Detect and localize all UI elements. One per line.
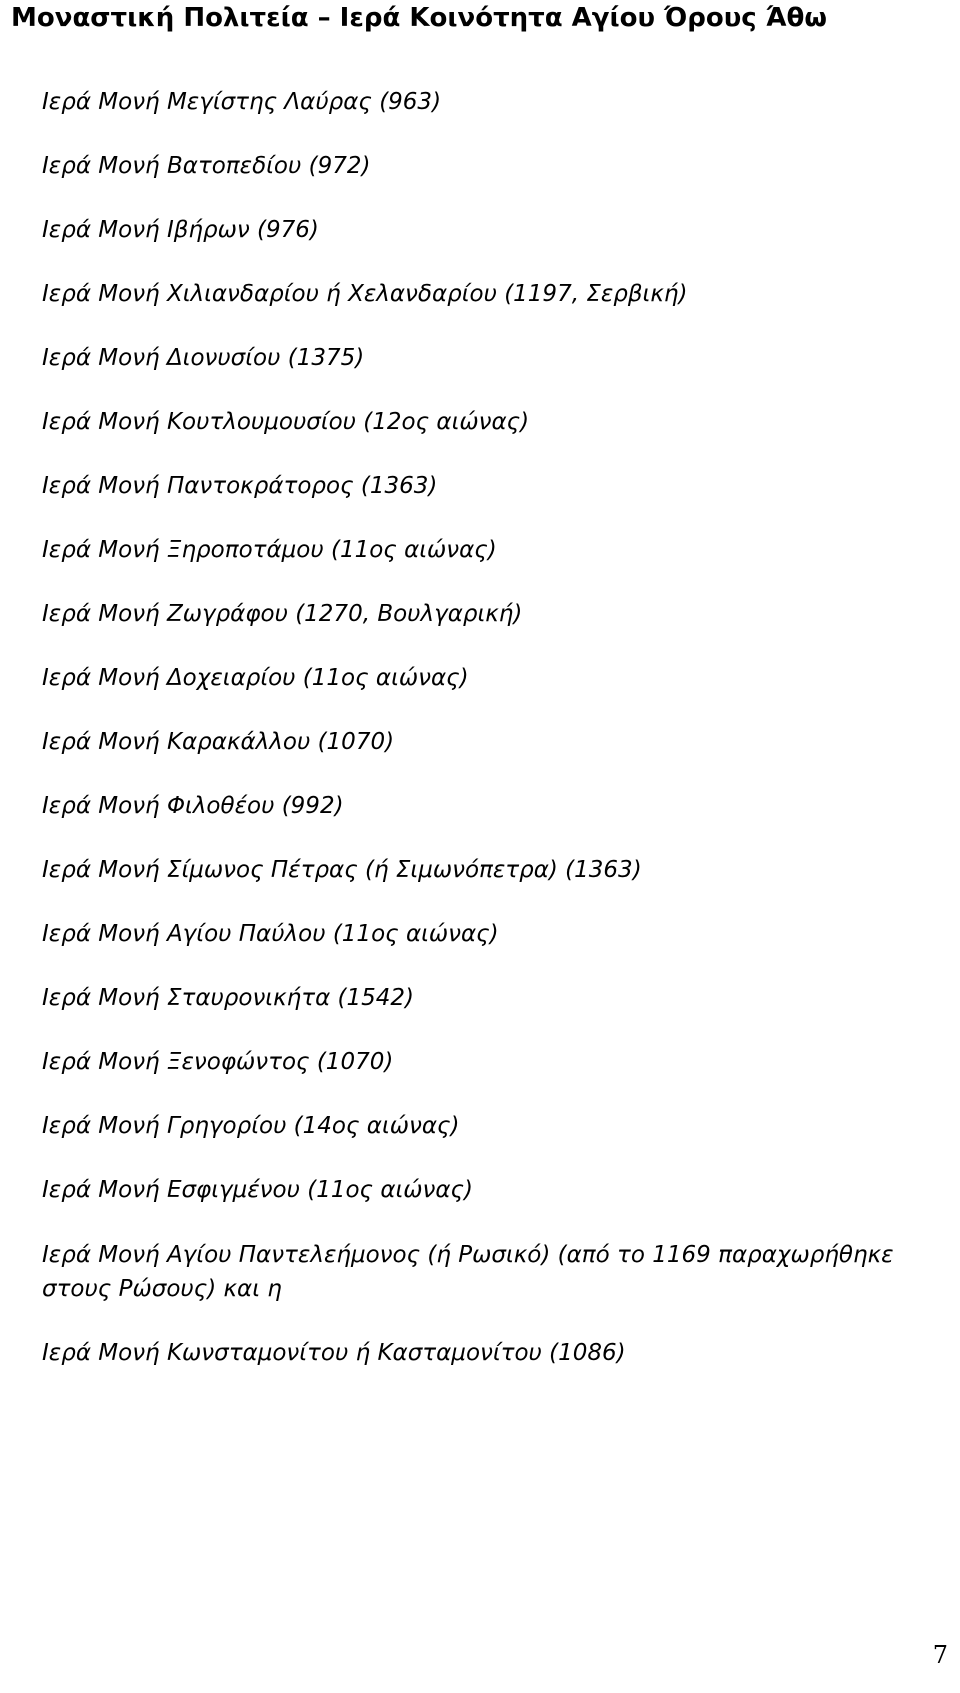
list-item: Ιερά Μονή Παντοκράτορος (1363) [42,473,438,499]
page-number: 7 [932,1641,948,1669]
list-item: Ιερά Μονή Εσφιγμένου (11ος αιώνας) [42,1177,474,1203]
list-item: Ιερά Μονή Ξενοφώντος (1070) [42,1049,394,1075]
list-item: Ιερά Μονή Γρηγορίου (14ος αιώνας) [42,1113,460,1139]
list-item: Ιερά Μονή Αγίου Παύλου (11ος αιώνας) [42,921,499,947]
list-item: Ιερά Μονή Σταυρονικήτα (1542) [42,985,415,1011]
list-item: Ιερά Μονή Σίμωνος Πέτρας (ή Σιμωνόπετρα) (1363) [42,857,642,883]
list-item: Ιερά Μονή Ξηροποτάμου (11ος αιώνας) [42,537,497,563]
list-item: Ιερά Μονή Αγίου Παντελεήμονος (ή Ρωσικό) (από το 1169 παραχωρήθηκε στους Ρώσους) και η [42,1242,894,1302]
list-item: Ιερά Μονή Ζωγράφου (1270, Βουλγαρική) [42,601,523,627]
list-item: Ιερά Μονή Ιβήρων (976) [42,217,319,243]
list-item: Ιερά Μονή Μεγίστης Λαύρας (963) [42,89,442,115]
list-item: Ιερά Μονή Καρακάλλου (1070) [42,729,395,755]
monastery-list [42,86,942,1401]
list-item: Ιερά Μονή Βατοπεδίου (972) [42,153,371,179]
list-item: Ιερά Μονή Διονυσίου (1375) [42,345,365,371]
list-item: Ιερά Μονή Κουτλουμουσίου (12ος αιώνας) [42,409,530,435]
list-item: Ιερά Μονή Φιλοθέου (992) [42,793,344,819]
list-item: Ιερά Μονή Δοχειαρίου (11ος αιώνας) [42,665,469,691]
page-title: Μοναστική Πολιτεία – Ιερά Κοινότητα Αγίου Όρους Άθω [11,3,827,33]
list-item: Ιερά Μονή Κωνσταμονίτου ή Κασταμονίτου (1086) [42,1340,626,1366]
list-item: Ιερά Μονή Χιλιανδαρίου ή Χελανδαρίου (1197, Σερβική) [42,281,688,307]
